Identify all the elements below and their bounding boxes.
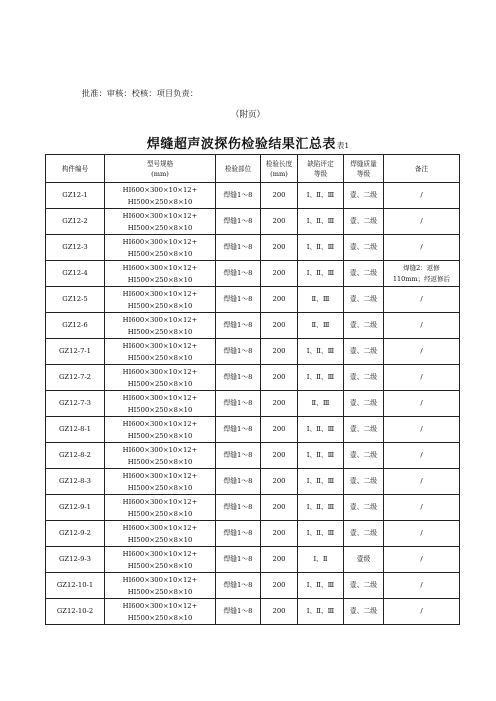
header-location: 检验部位 [216,155,261,183]
cell-member-no: GZ12-8-2 [46,443,105,469]
cell-spec-line1: HI600×300×10×12+ [122,393,198,402]
cell-member-no: GZ12-10-2 [46,599,105,625]
header-length [261,155,298,183]
cell-location: 焊缝1～8 [216,391,261,417]
cell-quality-grade: 壹、二级 [344,365,384,391]
cell-spec-line2: HI500×250×8×10 [127,249,193,258]
cell-spec-line2: HI500×250×8×10 [127,275,193,284]
cell-length: 200 [261,573,298,599]
cell-spec-line2: HI500×250×8×10 [127,327,193,336]
cell-member-no: GZ12-9-2 [46,521,105,547]
cell-length: 200 [261,417,298,443]
cell-remark [384,261,460,287]
cell-location: 焊缝1～8 [216,573,261,599]
table-row [46,391,460,417]
cell-quality-grade: 壹、二级 [344,391,384,417]
cell-quality-grade: 壹、二级 [344,417,384,443]
cell-quality-grade: 壹、二级 [344,287,384,313]
cell-remark: / [384,573,460,599]
table-row [46,521,460,547]
cell-spec [105,339,216,365]
cell-location: 焊缝1～8 [216,521,261,547]
cell-remark: / [384,547,460,573]
header-spec-line1: 型号规格 [146,159,174,168]
cell-remark: / [384,521,460,547]
cell-quality-grade: 壹、二级 [344,183,384,209]
cell-length: 200 [261,209,298,235]
cell-quality-grade: 壹、二级 [344,261,384,287]
cell-location: 焊缝1～8 [216,183,261,209]
cell-spec-line1: HI600×300×10×12+ [122,419,198,428]
cell-defect-grade: Ⅰ、Ⅱ、Ⅲ [298,417,344,443]
cell-spec-line2: HI500×250×8×10 [127,405,193,414]
table-body [46,183,460,625]
cell-spec-line1: HI600×300×10×12+ [122,445,198,454]
cell-spec [105,599,216,625]
cell-spec-line1: HI600×300×10×12+ [122,471,198,480]
cell-location: 焊缝1～8 [216,469,261,495]
header-quality-line1: 焊缝质量 [350,159,377,168]
cell-spec [105,391,216,417]
cell-spec-line1: HI600×300×10×12+ [122,575,198,584]
cell-length: 200 [261,261,298,287]
table-row [46,495,460,521]
cell-spec-line1: HI600×300×10×12+ [122,523,198,532]
cell-location: 焊缝1～8 [216,313,261,339]
cell-quality-grade: 壹级 [344,547,384,573]
header-remark: 备注 [384,155,460,183]
cell-spec [105,521,216,547]
cell-remark: / [384,339,460,365]
cell-length: 200 [261,183,298,209]
cell-member-no: GZ12-4 [46,261,105,287]
header-spec [105,155,216,183]
table-header-row [46,155,460,183]
cell-defect-grade: Ⅱ、Ⅲ [298,391,344,417]
cell-length: 200 [261,495,298,521]
cell-member-no: GZ12-8-3 [46,469,105,495]
cell-spec-line2: HI500×250×8×10 [127,223,193,232]
cell-spec [105,365,216,391]
cell-spec-line1: HI600×300×10×12+ [122,185,198,194]
cell-remark-line1: 焊缝2：返修 [403,263,440,272]
header-quality-line2: 等级 [356,169,371,178]
table-row [46,339,460,365]
cell-spec [105,235,216,261]
cell-defect-grade: Ⅰ、Ⅱ、Ⅲ [298,469,344,495]
cell-remark: / [384,287,460,313]
cell-location: 焊缝1～8 [216,365,261,391]
cell-defect-grade: Ⅰ、Ⅱ、Ⅲ [298,443,344,469]
cell-defect-grade: Ⅰ、Ⅱ、Ⅲ [298,573,344,599]
cell-length: 200 [261,313,298,339]
cell-spec-line1: HI600×300×10×12+ [122,341,198,350]
cell-location: 焊缝1～8 [216,261,261,287]
cell-defect-grade: Ⅰ、Ⅱ、Ⅲ [298,495,344,521]
cell-member-no: GZ12-2 [46,209,105,235]
table-row [46,287,460,313]
cell-spec-line2: HI500×250×8×10 [127,535,193,544]
cell-spec-line2: HI500×250×8×10 [127,431,193,440]
appendix-label: （附页） [230,110,265,120]
table-row [46,547,460,573]
cell-quality-grade: 壹、二级 [344,495,384,521]
cell-location: 焊缝1～8 [216,235,261,261]
cell-quality-grade: 壹、二级 [344,443,384,469]
header-spec-line2: (mm) [151,169,169,178]
cell-remark: / [384,599,460,625]
cell-location: 焊缝1～8 [216,417,261,443]
cell-member-no: GZ12-6 [46,313,105,339]
cell-defect-grade: Ⅰ、Ⅱ [298,547,344,573]
cell-spec-line1: HI600×300×10×12+ [122,601,198,610]
cell-spec [105,469,216,495]
table-row [46,261,460,287]
cell-remark: / [384,235,460,261]
cell-location: 焊缝1～8 [216,209,261,235]
cell-location: 焊缝1～8 [216,599,261,625]
cell-length: 200 [261,287,298,313]
cell-defect-grade: Ⅱ、Ⅲ [298,313,344,339]
cell-spec [105,573,216,599]
header-defect-grade [298,155,344,183]
cell-remark: / [384,313,460,339]
cell-spec [105,547,216,573]
cell-spec [105,443,216,469]
cell-member-no: GZ12-9-1 [46,495,105,521]
cell-length: 200 [261,339,298,365]
cell-length: 200 [261,599,298,625]
cell-defect-grade: Ⅰ、Ⅱ、Ⅲ [298,261,344,287]
cell-spec [105,313,216,339]
cell-spec-line1: HI600×300×10×12+ [122,263,198,272]
cell-spec-line1: HI600×300×10×12+ [122,367,198,376]
cell-spec-line2: HI500×250×8×10 [127,587,193,596]
cell-remark: / [384,417,460,443]
cell-length: 200 [261,365,298,391]
table-row [46,417,460,443]
cell-member-no: GZ12-9-3 [46,547,105,573]
cell-spec-line2: HI500×250×8×10 [127,301,193,310]
cell-spec-line2: HI500×250×8×10 [127,379,193,388]
cell-defect-grade: Ⅰ、Ⅱ、Ⅲ [298,183,344,209]
table-row [46,599,460,625]
cell-member-no: GZ12-5 [46,287,105,313]
table-row [46,469,460,495]
cell-quality-grade: 壹、二级 [344,469,384,495]
header-length-line1: 检验长度 [265,159,293,168]
cell-length: 200 [261,235,298,261]
cell-remark: / [384,495,460,521]
cell-member-no: GZ12-7-3 [46,391,105,417]
cell-quality-grade: 壹、二级 [344,235,384,261]
title-block [0,133,496,152]
cell-spec-line2: HI500×250×8×10 [127,197,193,206]
cell-length: 200 [261,469,298,495]
cell-defect-grade: Ⅰ、Ⅱ、Ⅲ [298,599,344,625]
table-row [46,573,460,599]
cell-spec-line1: HI600×300×10×12+ [122,211,198,220]
table-row [46,313,460,339]
cell-member-no: GZ12-1 [46,183,105,209]
header-member-no: 构件编号 [46,155,105,183]
table-row [46,365,460,391]
table-row [46,235,460,261]
header-defect-line1: 缺陷评定 [307,159,334,168]
cell-spec [105,183,216,209]
cell-defect-grade: Ⅰ、Ⅱ、Ⅲ [298,521,344,547]
cell-quality-grade: 壹、二级 [344,209,384,235]
cell-remark: / [384,443,460,469]
cell-spec-line1: HI600×300×10×12+ [122,315,198,324]
cell-length: 200 [261,391,298,417]
table-row [46,209,460,235]
signoff-line: 批准：审核：校核：项目负责： [82,89,199,98]
cell-quality-grade: 壹、二级 [344,599,384,625]
cell-spec [105,495,216,521]
header-defect-line2: 等级 [313,169,328,178]
cell-spec-line2: HI500×250×8×10 [127,457,193,466]
cell-spec [105,417,216,443]
cell-remark: / [384,209,460,235]
cell-spec-line2: HI500×250×8×10 [127,561,193,570]
header-length-line2: (mm) [270,169,288,178]
cell-quality-grade: 壹、二级 [344,521,384,547]
cell-spec [105,287,216,313]
cell-spec-line2: HI500×250×8×10 [127,353,193,362]
cell-quality-grade: 壹、二级 [344,573,384,599]
cell-length: 200 [261,443,298,469]
cell-spec-line1: HI600×300×10×12+ [122,237,198,246]
cell-spec-line2: HI500×250×8×10 [127,483,193,492]
cell-spec-line1: HI600×300×10×12+ [122,289,198,298]
cell-remark: / [384,391,460,417]
cell-member-no: GZ12-8-1 [46,417,105,443]
table-row [46,183,460,209]
cell-quality-grade: 壹、二级 [344,339,384,365]
cell-spec [105,261,216,287]
header-quality-grade [344,155,384,183]
cell-spec-line2: HI500×250×8×10 [127,509,193,518]
cell-remark: / [384,469,460,495]
cell-spec-line1: HI600×300×10×12+ [122,497,198,506]
cell-location: 焊缝1～8 [216,339,261,365]
cell-defect-grade: Ⅱ、Ⅲ [298,287,344,313]
cell-remark-line2: 110mm；经返修后 [392,274,451,283]
cell-remark: / [384,365,460,391]
cell-spec-line2: HI500×250×8×10 [127,613,193,622]
cell-defect-grade: Ⅰ、Ⅱ、Ⅲ [298,235,344,261]
cell-location: 焊缝1～8 [216,547,261,573]
table-number: 表1 [336,141,350,150]
inspection-summary-table [45,154,460,625]
cell-defect-grade: Ⅰ、Ⅱ、Ⅲ [298,365,344,391]
cell-quality-grade: 壹、二级 [344,313,384,339]
cell-member-no: GZ12-3 [46,235,105,261]
cell-member-no: GZ12-10-1 [46,573,105,599]
cell-member-no: GZ12-7-2 [46,365,105,391]
cell-spec [105,209,216,235]
document-title: 焊缝超声波探伤检验结果汇总表 [146,137,336,152]
cell-length: 200 [261,521,298,547]
table-row [46,443,460,469]
cell-location: 焊缝1～8 [216,287,261,313]
cell-member-no: GZ12-7-1 [46,339,105,365]
cell-defect-grade: Ⅰ、Ⅱ、Ⅲ [298,209,344,235]
cell-length: 200 [261,547,298,573]
cell-location: 焊缝1～8 [216,495,261,521]
cell-remark: / [384,183,460,209]
cell-defect-grade: Ⅰ、Ⅱ、Ⅲ [298,339,344,365]
cell-spec-line1: HI600×300×10×12+ [122,549,198,558]
cell-location: 焊缝1～8 [216,443,261,469]
